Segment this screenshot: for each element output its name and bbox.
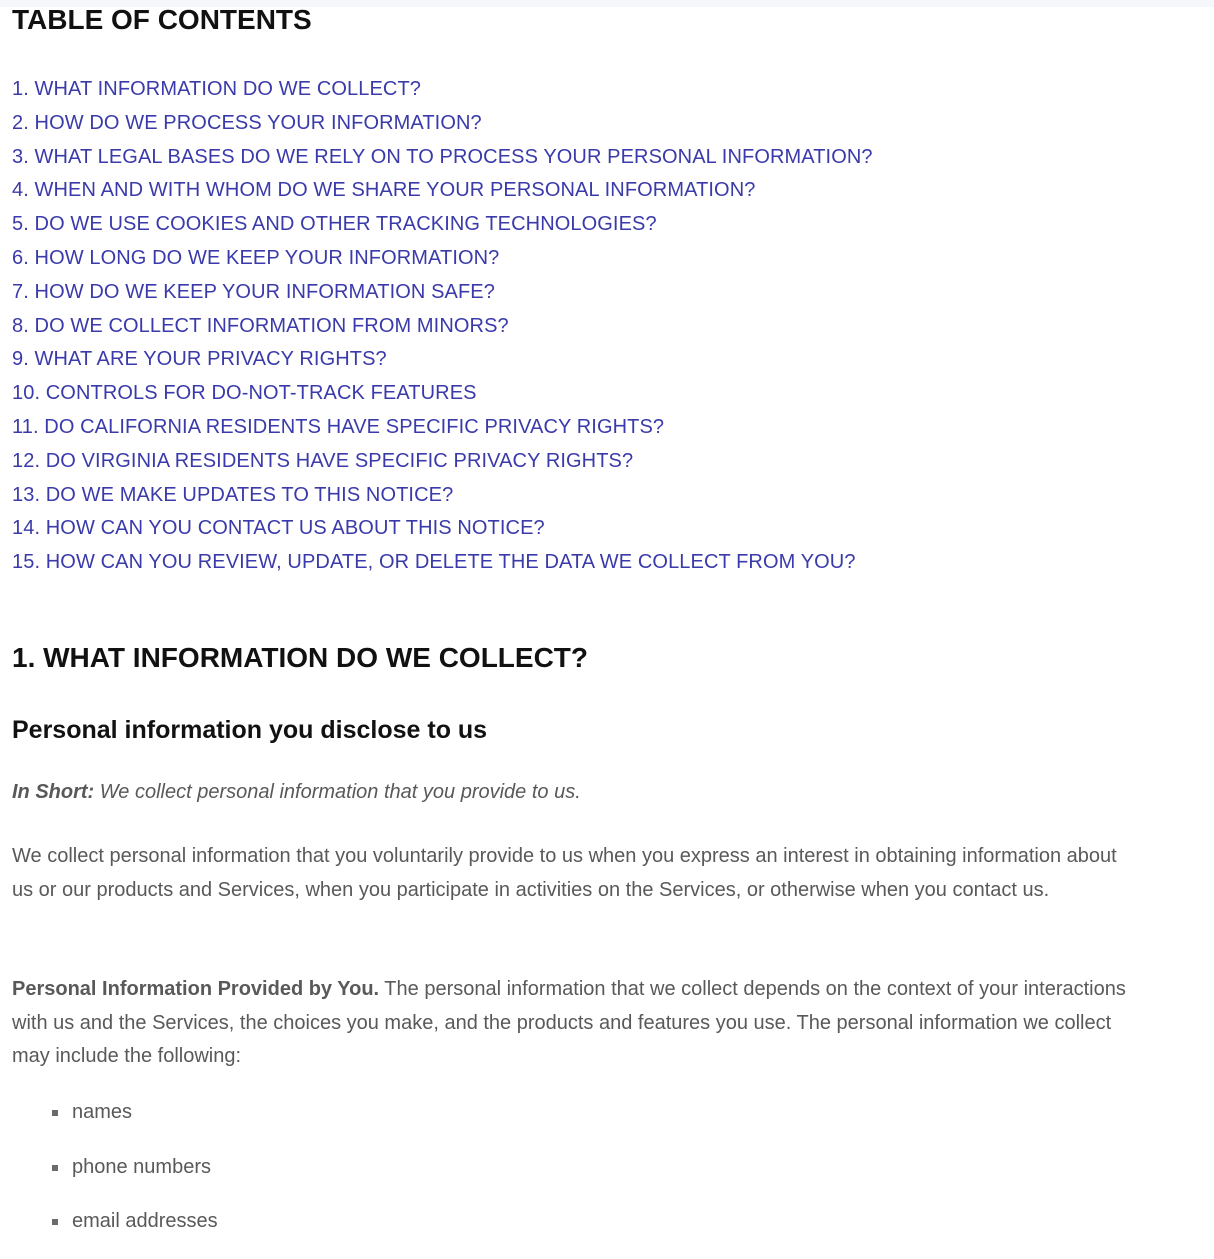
provided-info-label: Personal Information Provided by You. [12,978,380,1000]
toc-link-9[interactable]: 9. WHAT ARE YOUR PRIVACY RIGHTS? [12,348,387,371]
toc-item [12,174,873,208]
toc-item [12,73,873,107]
toc-link-14[interactable]: 14. HOW CAN YOU CONTACT US ABOUT THIS NOTICE? [12,517,545,540]
toc-item [12,343,873,377]
personal-info-list [12,1095,218,1259]
toc-item [12,141,873,175]
in-short-summary [12,779,581,805]
toc-item [12,242,873,276]
toc-link-5[interactable]: 5. DO WE USE COOKIES AND OTHER TRACKING TECHNOLOGIES? [12,213,657,236]
toc-item [12,310,873,344]
collection-paragraph: We collect personal information that you voluntarily provide to us when you express an interest in obtaining information about us or our products and Services, when you participate in activities on the Services, or otherwise when you contact us. [12,845,1117,901]
toc-item [12,512,873,546]
list-item-text: email addresses [72,1210,218,1232]
section-title: 1. WHAT INFORMATION DO WE COLLECT? [12,642,589,673]
toc-title: TABLE OF CONTENTS [12,4,312,35]
list-item [12,1204,218,1259]
toc-item [12,276,873,310]
square-bullet-icon [52,1110,58,1116]
toc-link-3[interactable]: 3. WHAT LEGAL BASES DO WE RELY ON TO PROCESS YOUR PERSONAL INFORMATION? [12,145,873,168]
toc-link-8[interactable]: 8. DO WE COLLECT INFORMATION FROM MINORS? [12,314,509,337]
toc-link-6[interactable]: 6. HOW LONG DO WE KEEP YOUR INFORMATION? [12,246,500,269]
toc-item [12,208,873,242]
toc-link-1[interactable]: 1. WHAT INFORMATION DO WE COLLECT? [12,78,421,100]
provided-info-paragraph [12,973,1132,1074]
toc-item [12,377,873,411]
toc-list [12,73,873,580]
toc-link-2[interactable]: 2. HOW DO WE PROCESS YOUR INFORMATION? [12,111,482,134]
in-short-label: In Short: [12,781,95,803]
toc-item [12,411,873,445]
list-item [12,1150,218,1205]
toc-link-7[interactable]: 7. HOW DO WE KEEP YOUR INFORMATION SAFE? [12,280,495,303]
toc-link-11[interactable]: 11. DO CALIFORNIA RESIDENTS HAVE SPECIFIC PRIVACY RIGHTS? [12,415,665,438]
list-item-text: names [72,1101,133,1123]
list-item-text: phone numbers [72,1155,211,1178]
toc-link-10[interactable]: 10. CONTROLS FOR DO-NOT-TRACK FEATURES [12,382,477,405]
toc-link-13[interactable]: 13. DO WE MAKE UPDATES TO THIS NOTICE? [12,483,454,506]
list-item [12,1095,218,1150]
toc-link-4[interactable]: 4. WHEN AND WITH WHOM DO WE SHARE YOUR PERSONAL INFORMATION? [12,179,756,202]
in-short-text: We collect personal information that you provide to us. [94,781,581,803]
toc-item [12,479,873,513]
toc-link-15[interactable]: 15. HOW CAN YOU REVIEW, UPDATE, OR DELETE THE DATA WE COLLECT FROM YOU? [12,551,856,574]
subsection-title: Personal information you disclose to us [12,716,488,744]
square-bullet-icon [52,1165,58,1171]
provided-info-text: The personal information that we collect depends on the context of your interactions with us and the Services, the choices you make, and the products and features you use. The personal information we collect may include the following: [12,978,1126,1067]
toc-item [12,546,873,580]
toc-item [12,445,873,479]
square-bullet-icon [52,1219,58,1225]
toc-link-12[interactable]: 12. DO VIRGINIA RESIDENTS HAVE SPECIFIC PRIVACY RIGHTS? [12,449,634,472]
toc-item [12,107,873,141]
